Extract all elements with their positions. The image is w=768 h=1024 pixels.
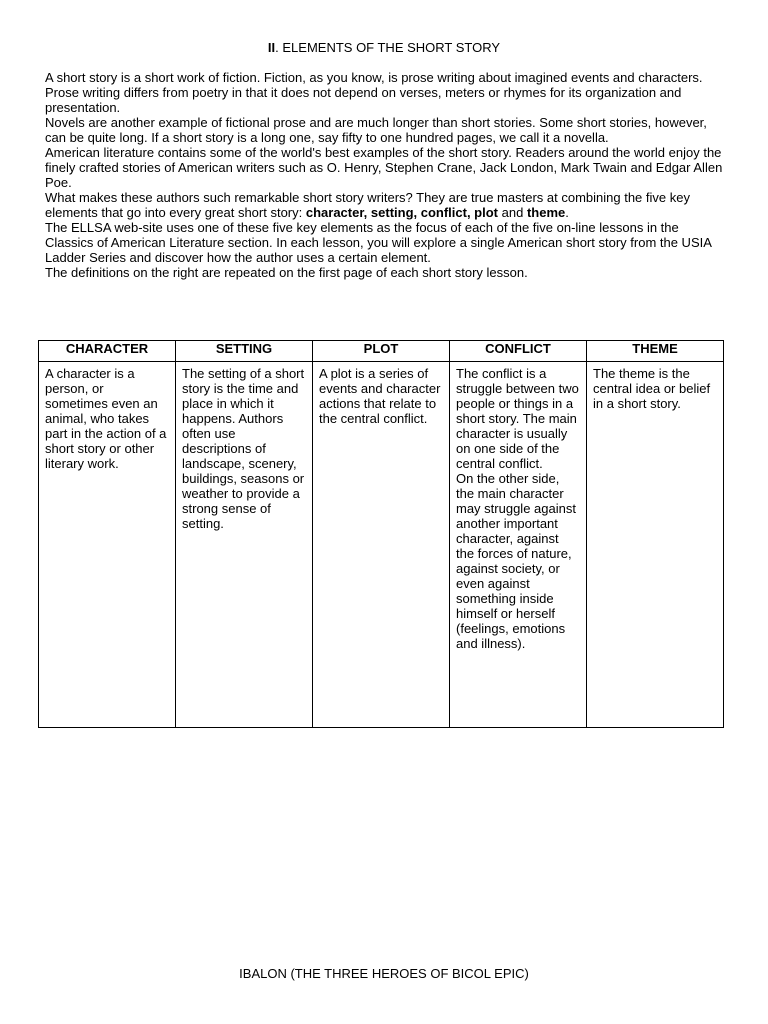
- key-elements-bold-list: character, setting, conflict, plot: [305, 205, 499, 220]
- cell-conflict: [450, 362, 587, 728]
- cell-setting: The setting of a short story is the time and place in which it happens. Authors often use descriptions of landscape, scenery, buildings, seasons or weather to provide a strong sense of setting.: [176, 362, 313, 728]
- conflict-part-2: On the other side, the main character may struggle against another important character, against the forces of nature, against society, or even against something inside himself or herself (feelings, emotions and illness).: [456, 471, 576, 651]
- title-text: . ELEMENTS OF THE SHORT STORY: [275, 40, 501, 55]
- paragraph-key-elements: [45, 190, 725, 220]
- key-elements-bold-theme: theme: [526, 205, 566, 220]
- key-elements-text: What makes these authors such remarkable short story writers? They are true masters at combining the five key elements that go into every great short story:: [45, 190, 690, 220]
- cell-theme: The theme is the central idea or belief in a short story.: [587, 362, 724, 728]
- table-header-row: [39, 341, 724, 362]
- paragraph-american-literature: American literature contains some of the world's best examples of the short story. Readers around the world enjoy the finely crafted stories of American writers such as O. Henry, Stephen Crane, Jack London, Mark Twain and Edgar Allen Poe.: [45, 145, 723, 190]
- paragraph-novels: Novels are another example of fictional prose and are much longer than short stories. Some short stories, however, can be quite long. If a short story is a long one, say fifty to one hundred pages, we call it a novella.: [45, 115, 707, 145]
- paragraph-ellsa: The ELLSA web-site uses one of these five key elements as the focus of each of the five on-line lessons in the Classics of American Literature section. In each lesson, you will explore a single American short story from the USIA Ladder Series and discover how the author uses a certain element.: [45, 220, 712, 265]
- elements-table: [38, 340, 724, 728]
- paragraph-definitions: The definitions on the right are repeated on the first page of each short story lesson.: [45, 265, 528, 280]
- header-plot: PLOT: [313, 341, 450, 362]
- document-title: [0, 40, 768, 55]
- title-number: II: [267, 40, 276, 55]
- cell-plot: A plot is a series of events and character actions that relate to the central conflict.: [313, 362, 450, 728]
- header-theme: THEME: [587, 341, 724, 362]
- header-setting: SETTING: [176, 341, 313, 362]
- paragraph-fiction: A short story is a short work of fiction. Fiction, as you know, is prose writing about imagined events and characters. Prose writing differs from poetry in that it does not depend on verses, meters or rhymes for its organization and presentation.: [45, 70, 703, 115]
- header-conflict: CONFLICT: [450, 341, 587, 362]
- body-text: [45, 70, 725, 280]
- cell-character: A character is a person, or sometimes even an animal, who takes part in the action of a short story or other literary work.: [39, 362, 176, 728]
- page-footer: IBALON (THE THREE HEROES OF BICOL EPIC): [239, 966, 529, 981]
- key-elements-end: .: [565, 205, 569, 220]
- conflict-part-1: The conflict is a struggle between two people or things in a short story. The main character is usually on one side of the central conflict.: [456, 366, 579, 471]
- table-row: [39, 362, 724, 728]
- key-elements-and: and: [498, 205, 527, 220]
- header-character: CHARACTER: [39, 341, 176, 362]
